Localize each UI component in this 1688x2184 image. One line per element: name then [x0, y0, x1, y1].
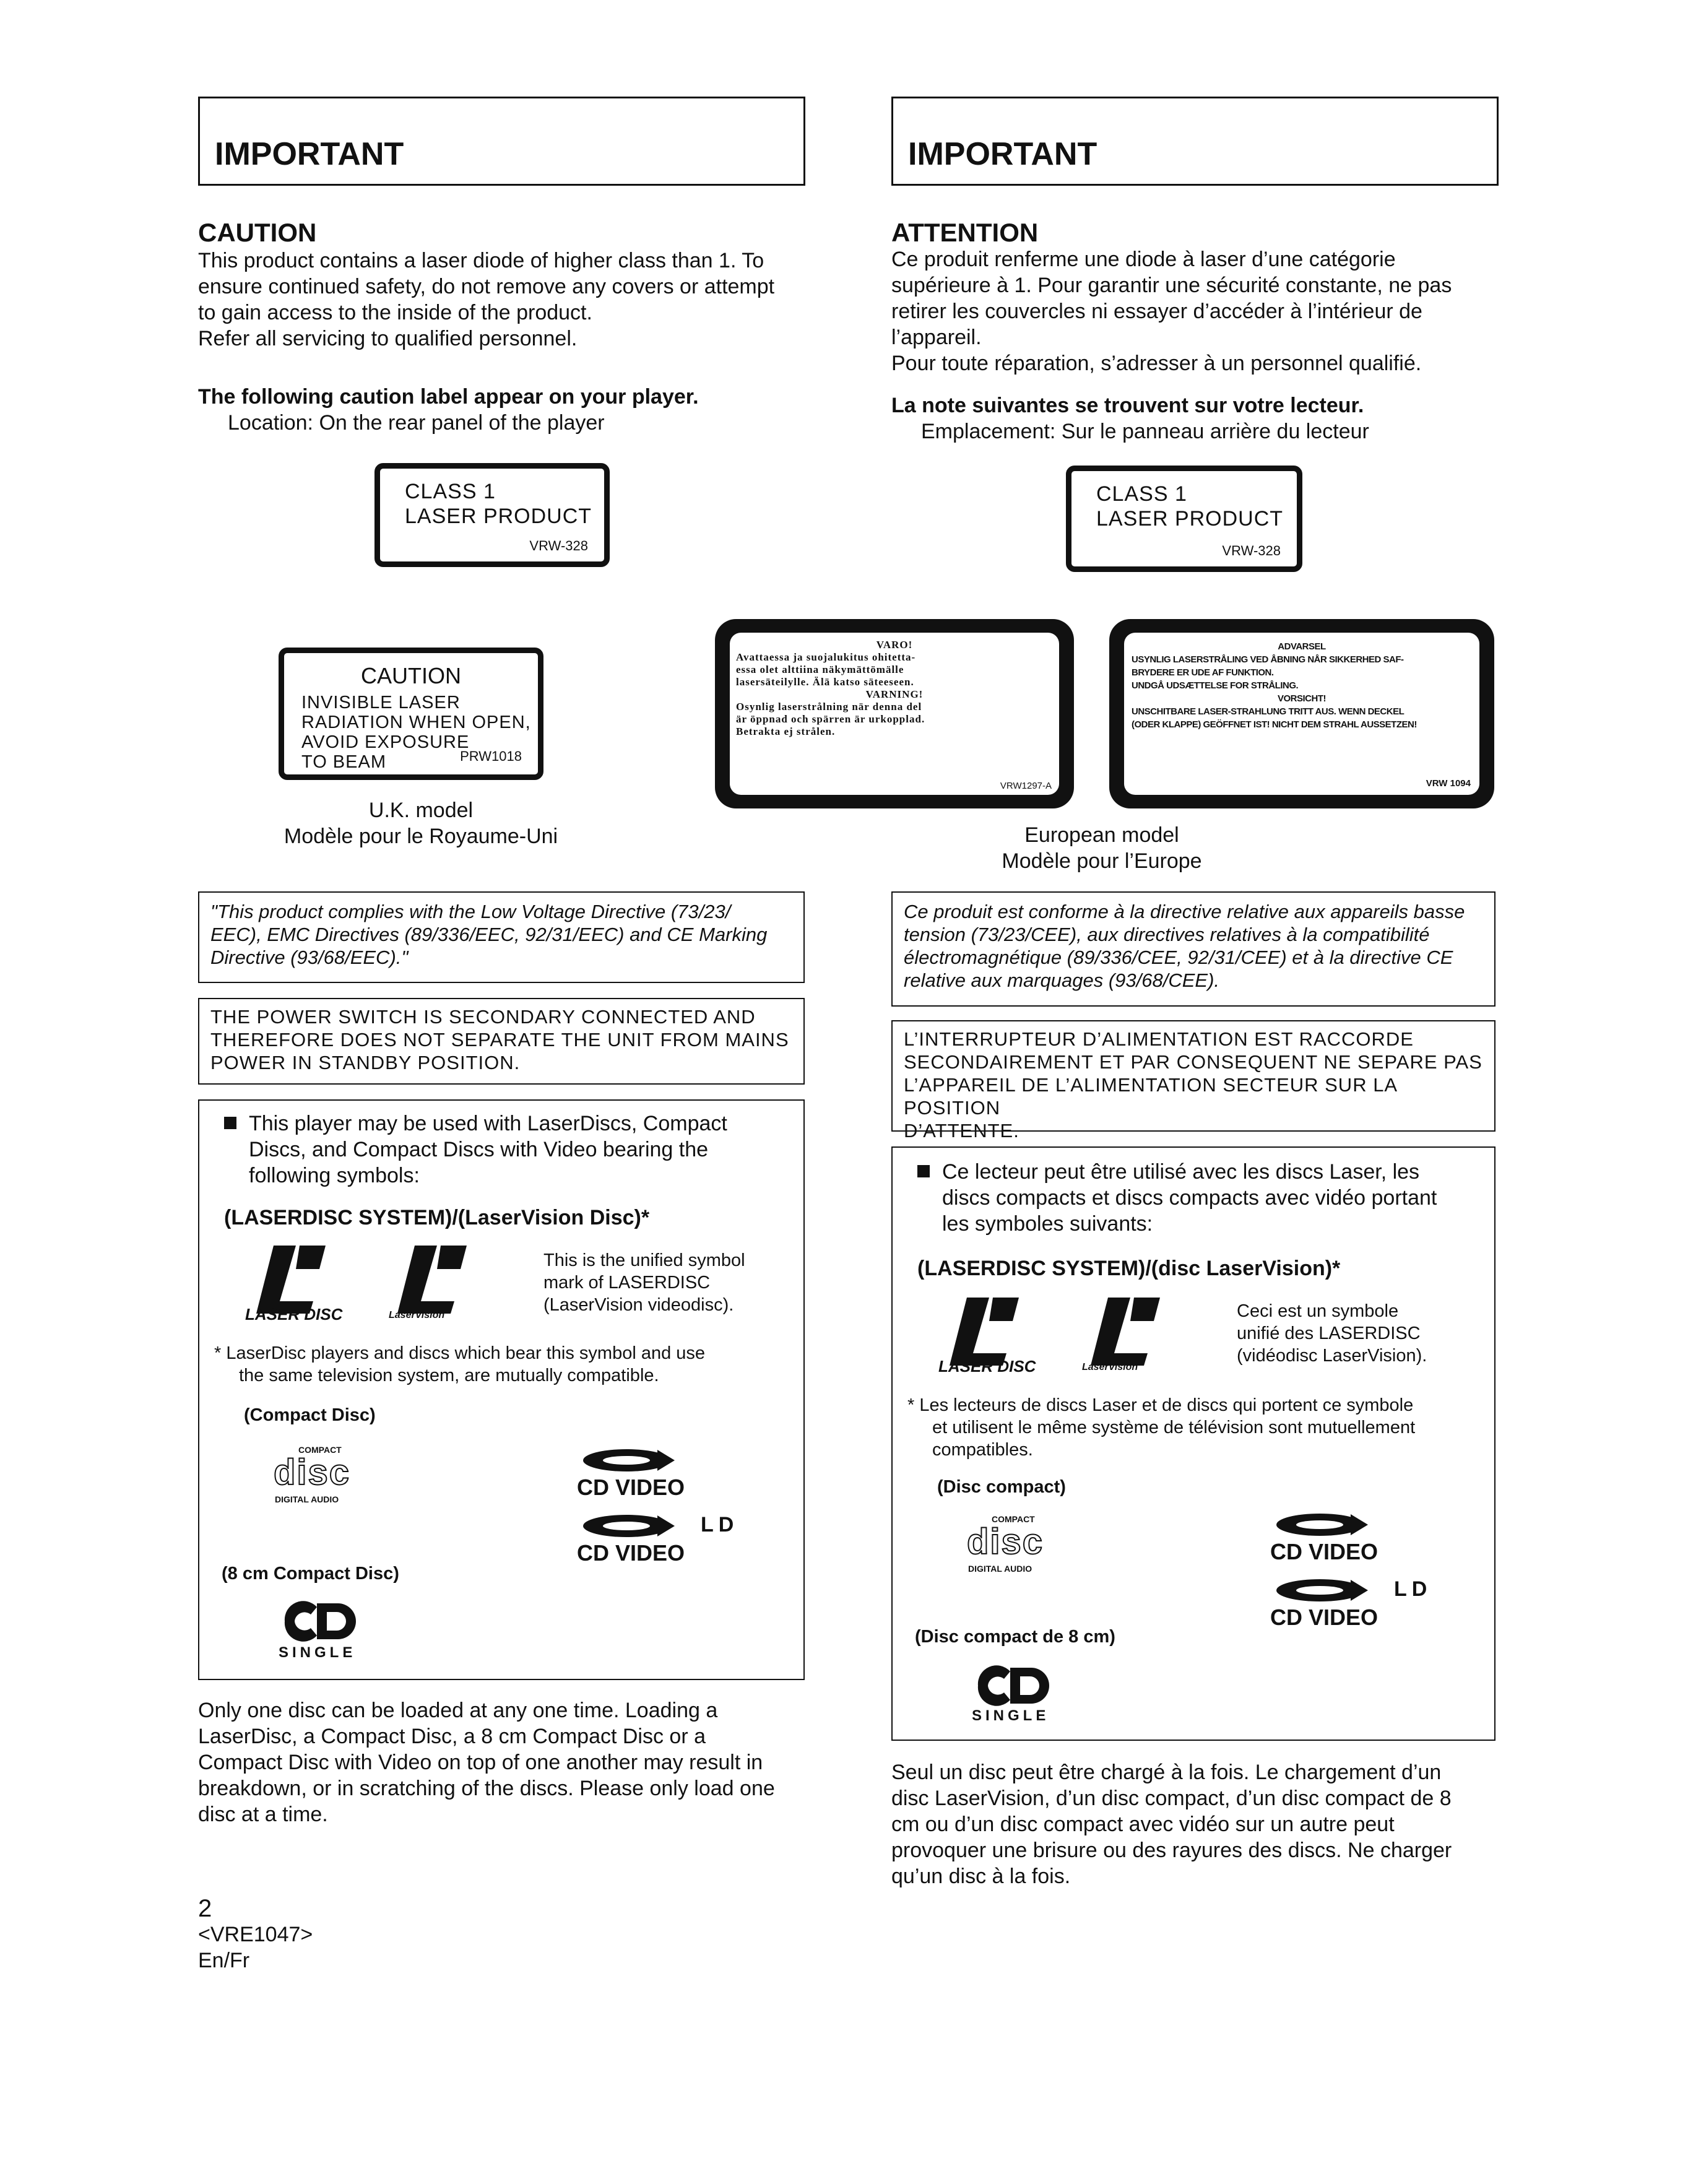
laservision-caption: LaserVision	[1082, 1362, 1138, 1372]
compact-disc-logo-icon	[274, 1445, 366, 1513]
right-caution-text	[891, 246, 1504, 376]
right-closing-text	[891, 1759, 1504, 1889]
text-line: compatibles.	[932, 1440, 1033, 1460]
text-line: ensure continued safety, do not remove any covers or attempt	[198, 275, 775, 298]
text-line: cm ou d’un disc compact avec vidéo sur un autre peut	[891, 1813, 1395, 1836]
page-footer	[198, 1896, 313, 1974]
text-line: breakdown, or in scratching of the discs. Please only load one	[198, 1777, 775, 1800]
uk-caution-label	[279, 648, 543, 780]
cd-video-label: CD VIDEO	[1270, 1605, 1379, 1630]
right-header-title: IMPORTANT	[908, 136, 1097, 172]
text-line: Discs, and Compact Discs with Video bearing the	[249, 1138, 709, 1161]
text-line: L’INTERRUPTEUR D’ALIMENTATION EST RACCORDE	[904, 1028, 1414, 1050]
text-line: L’APPAREIL DE L’ALIMENTATION SECTEUR SUR LA POSITION	[904, 1074, 1397, 1119]
text-line: * LaserDisc players and discs which bear this symbol and use	[214, 1343, 706, 1363]
cd-heading: (Compact Disc)	[244, 1405, 376, 1425]
text-line: SECONDAIREMENT ET PAR CONSEQUENT NE SEPARE PAS	[904, 1051, 1482, 1073]
left-important-header	[198, 97, 805, 186]
label-line: INVISIBLE LASER	[301, 693, 461, 713]
label-line: BRYDERE ER UDE AF FUNKTION.	[1132, 667, 1274, 678]
label-line: CLASS 1	[1096, 482, 1187, 506]
text-line: to gain access to the inside of the product.	[198, 301, 592, 324]
label-line: AVOID EXPOSURE	[301, 732, 470, 752]
text-line: (LaserVision videodisc).	[543, 1295, 734, 1315]
text-line: Refer all servicing to qualified personnel.	[198, 327, 578, 350]
label-line: Osynlig laserstrålning när denna del	[736, 701, 922, 713]
text-line: Directive (93/68/EEC)."	[210, 947, 409, 968]
laservision-caption: LaserVision	[389, 1310, 445, 1320]
label-code: VRW-328	[1222, 543, 1281, 558]
right-class1-label	[1066, 466, 1302, 572]
label-line: LASER PRODUCT	[405, 505, 592, 528]
text-line: THEREFORE DOES NOT SEPARATE THE UNIT FROM MAINS	[210, 1029, 789, 1051]
bullet-icon	[917, 1165, 930, 1177]
eu-model-caption	[891, 822, 1312, 874]
right-directive-box	[891, 891, 1495, 1007]
label-code: PRW1018	[460, 748, 522, 764]
logo-text: COMPACT	[298, 1445, 342, 1455]
text-line: unifié des LASERDISC	[1237, 1324, 1421, 1343]
text-line: Ceci est un symbole	[1237, 1301, 1399, 1321]
text-line: Only one disc can be loaded at any one time. Loading a	[198, 1699, 718, 1722]
text-line: discs compacts et discs compacts avec vidéo portant	[942, 1186, 1437, 1210]
text-line: THE POWER SWITCH IS SECONDARY CONNECTED AND	[210, 1006, 756, 1028]
left-directive-box	[198, 891, 805, 983]
text-line: Ce lecteur peut être utilisé avec les discs Laser, les	[942, 1160, 1420, 1184]
doc-code: <VRE1047>	[198, 1923, 313, 1946]
cd-video-disc-icon	[577, 1445, 676, 1476]
right-label-notice: La note suivantes se trouvent sur votre lecteur.	[891, 394, 1364, 417]
compact-disc-logo-icon	[967, 1514, 1060, 1582]
bullet-icon	[224, 1117, 236, 1129]
label-code: VRW-328	[529, 538, 588, 553]
left-class1-label	[374, 463, 610, 567]
label-line: CLASS 1	[405, 480, 496, 503]
lang-code: En/Fr	[198, 1949, 250, 1972]
label-line: VORSICHT!	[1278, 693, 1326, 704]
label-line: Avattaessa ja suojalukitus ohitetta-	[736, 651, 916, 663]
label-line: USYNLIG LASERSTRÅLING VED ÅBNING NÅR SIKKERHED SAF-	[1132, 654, 1404, 665]
right-location: Emplacement: Sur le panneau arrière du lecteur	[921, 420, 1369, 443]
cd-single-logo-icon	[972, 1664, 1058, 1707]
text-line: tension (73/23/CEE), aux directives relatives à la compatibilité	[904, 924, 1430, 945]
text-line: qu’un disc à la fois.	[891, 1865, 1071, 1888]
text-line: Ce produit renferme une diode à laser d’une catégorie	[891, 248, 1396, 271]
cd-heading: (Disc compact)	[937, 1477, 1066, 1497]
laserdisc-caption: LASER DISC	[938, 1357, 1036, 1376]
text-line: disc LaserVision, d’un disc compact, d’un disc compact de 8	[891, 1787, 1452, 1810]
right-power-box	[891, 1020, 1495, 1142]
right-caution-title: ATTENTION	[891, 218, 1039, 247]
label-line: är öppnad och spärren är urkopplad.	[736, 713, 925, 725]
label-line: UNSCHITBARE LASER-STRAHLUNG TRITT AUS. WENN DECKEL	[1132, 706, 1405, 717]
text-line: the same television system, are mutually compatible.	[239, 1366, 659, 1385]
cd-video-ld-disc-icon	[1270, 1575, 1369, 1606]
ld-note	[214, 1342, 796, 1387]
text-line: disc at a time.	[198, 1803, 328, 1826]
right-important-header	[891, 97, 1499, 186]
text-line: following symbols:	[249, 1164, 420, 1187]
text-line: D’ATTENTE.	[904, 1120, 1019, 1142]
text-line: (vidéodisc LaserVision).	[1237, 1346, 1427, 1366]
laserdisc-caption: LASER DISC	[245, 1305, 343, 1324]
text-line: Pour toute réparation, s’adresser à un personnel qualifié.	[891, 352, 1422, 375]
label-line: ADVARSEL	[1278, 641, 1326, 652]
label-line: essa olet alttiina näkymättömälle	[736, 664, 904, 675]
caption-line: Modèle pour l’Europe	[1002, 849, 1202, 873]
text-line: "This product complies with the Low Voltage Directive (73/23/	[210, 901, 731, 922]
left-symbols-box	[198, 1099, 805, 1680]
advarsel-label	[1109, 619, 1494, 808]
label-line: RADIATION WHEN OPEN,	[301, 713, 531, 732]
uk-label-title: CAUTION	[361, 663, 461, 688]
varo-label	[715, 619, 1074, 808]
ld-label: LD	[701, 1513, 739, 1536]
text-line: POWER IN STANDBY POSITION.	[210, 1052, 521, 1073]
text-line: et utilisent le même système de télévision sont mutuellement	[932, 1418, 1416, 1437]
cd-video-label: CD VIDEO	[577, 1540, 685, 1566]
ld-note	[907, 1394, 1489, 1461]
logo-text: disc	[274, 1452, 351, 1493]
label-line: lasersäteilylle. Älä katso säteeseen.	[736, 676, 914, 688]
label-line: (ODER KLAPPE) GEÖFFNET IST! NICHT DEM STRAHL AUSSETZEN!	[1132, 719, 1417, 730]
text-line: This is the unified symbol	[543, 1250, 745, 1270]
text-line: retirer les couvercles ni essayer d’accéder à l’intérieur de	[891, 300, 1422, 323]
right-symbols-box	[891, 1146, 1495, 1741]
left-caution-text	[198, 248, 811, 352]
caption-line: European model	[1024, 823, 1179, 847]
text-line: Seul un disc peut être chargé à la fois. Le chargement d’un	[891, 1761, 1442, 1784]
text-line: l’appareil.	[891, 326, 982, 349]
text-line: * Les lecteurs de discs Laser et de discs qui portent ce symbole	[907, 1395, 1414, 1415]
text-line: EEC), EMC Directives (89/336/EEC, 92/31/EEC) and CE Marking	[210, 924, 768, 945]
label-line: LASER PRODUCT	[1096, 507, 1284, 531]
text-line: provoquer une brisure ou des rayures des discs. Ne charger	[891, 1839, 1452, 1862]
left-label-notice: The following caution label appear on your player.	[198, 385, 699, 409]
label-line: VARO!	[876, 639, 913, 651]
text-line: relative aux marquages (93/68/CEE).	[904, 969, 1220, 991]
logo-text: COMPACT	[992, 1514, 1035, 1524]
text-line: Ce produit est conforme à la directive relative aux appareils basse	[904, 901, 1465, 922]
text-line: mark of LASERDISC	[543, 1273, 711, 1293]
logo-text: DIGITAL AUDIO	[275, 1494, 339, 1504]
ld-label: LD	[1394, 1577, 1432, 1601]
text-line: LaserDisc, a Compact Disc, a 8 cm Compact Disc or a	[198, 1725, 706, 1748]
cd-video-label: CD VIDEO	[1270, 1539, 1379, 1564]
left-power-box	[198, 998, 805, 1085]
single-label: SINGLE	[279, 1644, 357, 1661]
left-closing-text	[198, 1697, 811, 1827]
cd8-heading: (8 cm Compact Disc)	[222, 1564, 399, 1584]
label-line: Betrakta ej strålen.	[736, 726, 836, 737]
single-label: SINGLE	[972, 1707, 1050, 1724]
cd8-heading: (Disc compact de 8 cm)	[915, 1627, 1115, 1647]
ld-heading: (LASERDISC SYSTEM)/(LaserVision Disc)*	[224, 1206, 650, 1229]
text-line: supérieure à 1. Pour garantir une sécurité constante, ne pas	[891, 274, 1452, 297]
logo-text: disc	[967, 1522, 1044, 1562]
ld-heading: (LASERDISC SYSTEM)/(disc LaserVision)*	[917, 1257, 1341, 1280]
page-number: 2	[198, 1895, 212, 1922]
logo-text: DIGITAL AUDIO	[968, 1564, 1032, 1574]
label-code: VRW1297-A	[1000, 781, 1052, 791]
text-line: électromagnétique (89/336/CEE, 92/31/CEE) et à la directive CE	[904, 947, 1453, 968]
ld-description	[543, 1249, 791, 1316]
cd-video-label: CD VIDEO	[577, 1475, 685, 1500]
uk-model-caption	[198, 797, 644, 849]
ld-description	[1237, 1300, 1484, 1367]
text-line: Compact Disc with Video on top of one another may result in	[198, 1751, 763, 1774]
label-code: VRW 1094	[1426, 778, 1471, 789]
caption-line: U.K. model	[368, 799, 474, 822]
cd-single-logo-icon	[279, 1600, 365, 1643]
text-line: les symboles suivants:	[942, 1212, 1153, 1236]
label-line: UNDGÅ UDSÆTTELSE FOR STRÅLING.	[1132, 680, 1299, 691]
text-line: This player may be used with LaserDiscs, Compact	[249, 1112, 727, 1135]
right-player-text	[917, 1159, 1474, 1237]
cd-video-ld-disc-icon	[577, 1510, 676, 1541]
left-player-text	[224, 1111, 781, 1189]
label-line: VARNING!	[865, 688, 924, 700]
left-header-title: IMPORTANT	[215, 136, 404, 172]
cd-video-disc-icon	[1270, 1509, 1369, 1540]
left-caution-title: CAUTION	[198, 218, 317, 247]
text-line: This product contains a laser diode of higher class than 1. To	[198, 249, 764, 272]
caption-line: Modèle pour le Royaume-Uni	[283, 825, 558, 848]
label-line: TO BEAM	[301, 752, 386, 772]
left-location: Location: On the rear panel of the player	[228, 411, 605, 435]
